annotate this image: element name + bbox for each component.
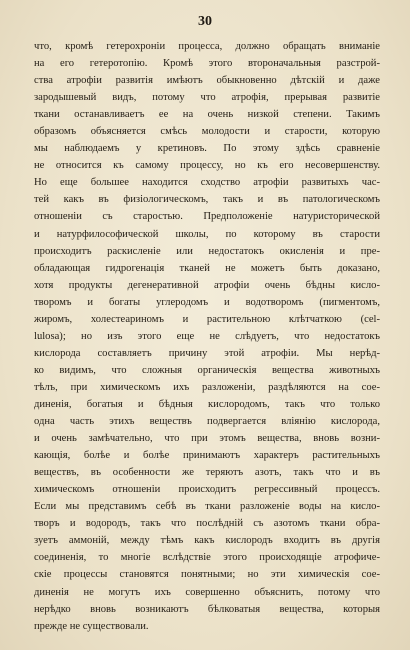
text-line: мы наблюдаемъ у кретиновъ. По этому здѣсь сравненіе <box>34 143 380 155</box>
text-line: творъ и водородъ, такъ что послѣдній съ азотомъ ткани обра- <box>34 518 380 530</box>
text-line: и очень замѣчательно, что при этомъ вещества, вновь возни- <box>34 433 380 445</box>
text-line: соединенія, то многіе вслѣдствіе этого происходящіе атрофиче- <box>34 552 380 564</box>
text-line: одна часть этихъ веществъ подвергается вліянію кислорода, <box>34 416 380 428</box>
text-line: не относится къ самому процессу, но къ его несовершенству. <box>34 160 380 172</box>
text-line: хотя продукты дегенеративной атрофіи очень бѣдны кисло- <box>34 279 380 291</box>
text-line: тей какъ въ физіологическомъ, такъ и въ патологическомъ <box>34 194 380 206</box>
text-line: кающія, болѣе и болѣе принимаютъ характеръ растительныхъ <box>34 450 380 462</box>
text-line: ства атрофіи развитія имѣютъ обыкновенно дѣтскій и даже <box>34 75 380 87</box>
text-line: образомъ объясняется смѣсь молодости и старости, которую <box>34 126 380 138</box>
body-text <box>34 38 380 635</box>
text-line: Если мы представимъ себѣ въ ткани разложеніе воды на кисло- <box>34 501 380 513</box>
text-line: скіе процессы становятся понятными; но эти химическія сое- <box>34 569 380 581</box>
text-line: веществъ, въ особенности же теряютъ азотъ, такъ что и въ <box>34 467 380 479</box>
text-line: нерѣдко вновь возникаютъ бѣлковатыя вещества, которыя <box>34 603 380 615</box>
text-line: зародышевый видъ, потому что атрофія, прерывая развитіе <box>34 92 380 104</box>
text-line: отношеніи съ старостью. Предположеніе натуристорической <box>34 211 380 223</box>
text-line: ткани останавливаетъ ее на очень низкой степени. Такимъ <box>34 109 380 121</box>
text-line: на его гетеротопію. Кромѣ этого второначальныя разстрой- <box>34 58 380 70</box>
text-line: диненія, богатыя и бѣдныя кислородомъ, такъ что только <box>34 398 380 410</box>
text-line: что, кромѣ гетерохроніи процесса, должно обращать вниманіе <box>34 41 380 52</box>
text-line: обладающая гидрогенація тканей не можетъ быть доказано, <box>34 262 380 274</box>
page-number: 30 <box>198 14 212 29</box>
text-line: диненія не могутъ ихъ совершенно объяснить, потому что <box>34 586 380 598</box>
text-line: жиромъ, холестеариномъ и растительною клѣтчаткою (cel- <box>34 313 380 325</box>
text-line: происходитъ раскисленіе или недостатокъ окисленія и пре- <box>34 245 380 257</box>
text-line: Но еще большее находится сходство атрофіи развитыхъ час- <box>34 177 380 189</box>
text-line: кислорода составляетъ причину этой атрофіи. Мы нерѣд- <box>34 347 380 359</box>
text-line: ко видимъ, что сложныя органическія вещества животныхъ <box>34 364 380 376</box>
text-line: lulosa); но изъ этого еще не слѣдуетъ, что недостатокъ <box>34 330 380 342</box>
text-line: зуетъ аммоній, между тѣмъ какъ кислородъ входитъ въ другія <box>34 535 380 547</box>
text-line: и натурфилософической школы, по которому въ старости <box>34 228 380 240</box>
text-line: творомъ и богаты углеродомъ и водотворомъ (пигментомъ, <box>34 296 380 308</box>
text-line: прежде не существовали. <box>34 620 149 632</box>
text-line: химическомъ отношеніи происходитъ регрессивный процессъ. <box>34 484 380 496</box>
text-line: тѣлъ, при химическомъ ихъ разложеніи, раздѣляются на сое- <box>34 381 380 393</box>
